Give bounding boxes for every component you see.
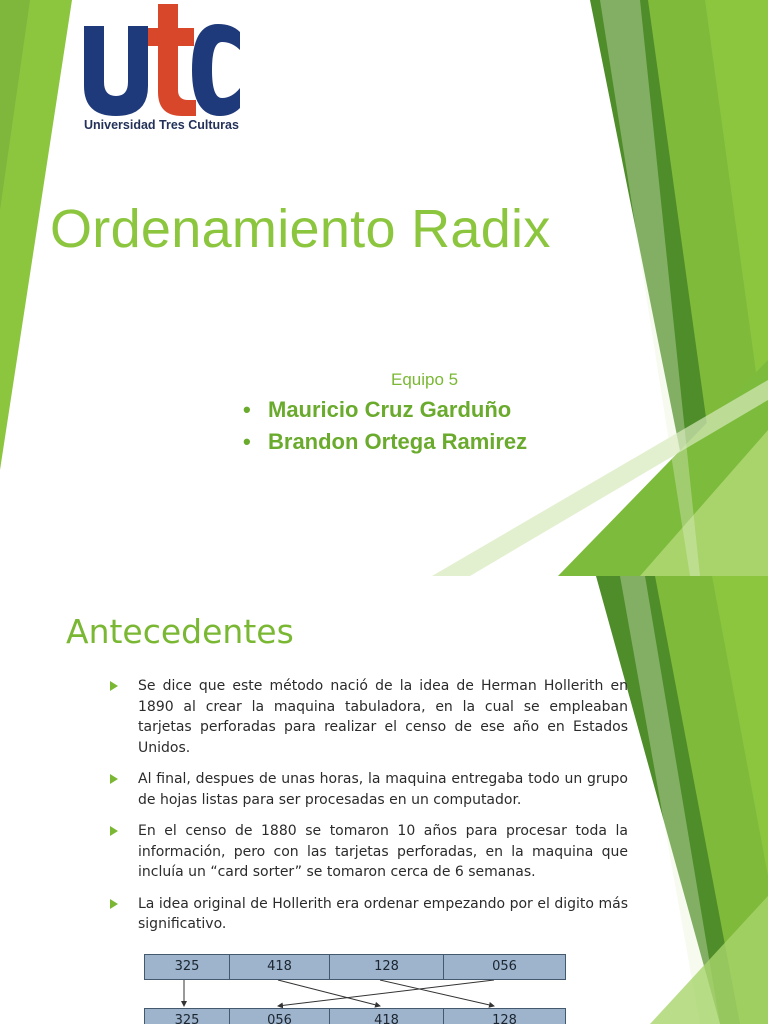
radix-cell: 325 xyxy=(144,954,230,980)
bullet-dot: • xyxy=(243,397,251,422)
bullet-text: Al final, despues de unas horas, la maquina entregaba todo un grupo de hojas listas para ser procesadas en un computador. xyxy=(138,771,628,808)
bullet-dot: • xyxy=(243,429,251,454)
radix-cell: 056 xyxy=(443,954,566,980)
bullet-item xyxy=(110,676,628,758)
member-name: Mauricio Cruz Garduño xyxy=(268,397,512,422)
member-list xyxy=(243,394,527,458)
slide-title: Antecedentes xyxy=(66,612,294,651)
team-label: Equipo 5 xyxy=(391,370,459,389)
bullet-item xyxy=(110,769,628,810)
radix-cell: 128 xyxy=(443,1008,566,1024)
triangle-bullet-icon xyxy=(110,826,118,836)
member-name: Brandon Ortega Ramirez xyxy=(268,429,528,454)
radix-cell: 128 xyxy=(329,954,444,980)
antecedentes-slide xyxy=(0,576,768,1024)
logo-wordmark: Universidad Tres Culturas xyxy=(84,118,239,132)
radix-cell: 056 xyxy=(229,1008,330,1024)
bullet-item xyxy=(110,894,628,935)
triangle-bullet-icon xyxy=(110,774,118,784)
radix-cell: 418 xyxy=(229,954,330,980)
bullet-text: Se dice que este método nació de la idea de Herman Hollerith en 1890 al crear la maquina tabuladora, en la cual se empleaban tarjetas perforadas para realizar el censo de ese año en Estados Unidos. xyxy=(138,678,628,756)
bullet-text: En el censo de 1880 se tomaron 10 años para procesar toda la información, pero con las tarjetas perforadas, en la maquina que incluía un “card sorter” se tomaron cerca de 6 semanas. xyxy=(138,823,628,880)
bullet-item xyxy=(110,821,628,883)
triangle-bullet-icon xyxy=(110,899,118,909)
utc-logo xyxy=(82,4,242,132)
bullet-text: La idea original de Hollerith era ordenar empezando por el digito más significativo. xyxy=(138,895,628,932)
bullet-list xyxy=(110,676,628,946)
radix-cell: 418 xyxy=(329,1008,444,1024)
member-item xyxy=(243,394,527,426)
triangle-bullet-icon xyxy=(110,681,118,691)
member-item xyxy=(243,426,527,458)
radix-cell: 325 xyxy=(144,1008,230,1024)
slide-title: Ordenamiento Radix xyxy=(50,199,551,259)
